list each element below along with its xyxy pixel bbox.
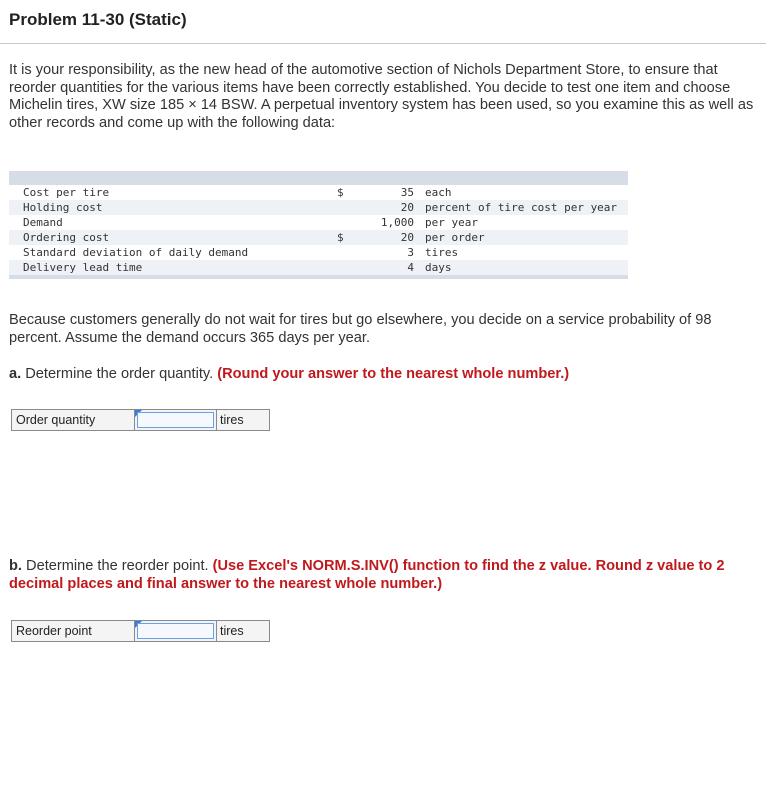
table-row: [9, 200, 628, 215]
row-unit: days: [425, 261, 452, 274]
row-dollar: $: [337, 231, 344, 244]
row-label: Holding cost: [23, 201, 103, 214]
table-footer-band: [9, 275, 628, 279]
reorder-point-label: Reorder point: [11, 620, 135, 642]
row-unit: per order: [425, 231, 485, 244]
intro-paragraph: It is your responsibility, as the new head of the automotive section of Nichols Department Store, to ensure that reorder quantities for the various items have been correctly established. You decide to test one item and choose Michelin tires, XW size 185 × 14 BSW. A perpetual inventory system has been used, so you examine this as well as other records and come up with the following data:: [9, 62, 754, 131]
row-value: 4: [407, 261, 414, 274]
data-table: [9, 171, 628, 279]
title-divider: [0, 43, 766, 44]
question-b-text: Determine the reorder point.: [26, 558, 209, 574]
question-b-instruction: (Use Excel's NORM.S.INV() function to find the z value. Round z value to 2 decimal places and final answer to the nearest whole number.): [9, 558, 725, 592]
question-a-text: Determine the order quantity.: [25, 366, 214, 382]
table-row: [9, 245, 628, 260]
service-paragraph: Because customers generally do not wait for tires but go elsewhere, you decide on a service probability of 98 percent. Assume the demand occurs 365 days per year.: [9, 312, 712, 346]
row-unit: per year: [425, 216, 478, 229]
row-label: Standard deviation of daily demand: [23, 246, 249, 259]
order-quantity-field[interactable]: [137, 412, 214, 428]
reorder-point-input[interactable]: [135, 620, 217, 642]
order-quantity-row: [11, 409, 270, 431]
row-unit: each: [425, 186, 452, 199]
table-row: [9, 185, 628, 200]
table-row: [9, 260, 628, 275]
order-quantity-input[interactable]: [135, 409, 217, 431]
row-value: 1,000: [380, 216, 414, 229]
question-b-letter: b.: [9, 558, 22, 574]
table-row: [9, 230, 628, 245]
problem-title: Problem 11-30 (Static): [9, 10, 187, 29]
question-a: [9, 366, 757, 384]
question-a-instruction: (Round your answer to the nearest whole number.): [217, 366, 570, 382]
question-b: [9, 558, 757, 593]
reorder-point-field[interactable]: [137, 623, 214, 639]
question-a-letter: a.: [9, 366, 22, 382]
row-value: 35: [400, 186, 414, 199]
row-label: Delivery lead time: [23, 261, 143, 274]
row-label: Demand: [23, 216, 63, 229]
order-quantity-label: Order quantity: [11, 409, 135, 431]
row-label: Ordering cost: [23, 231, 110, 244]
row-unit: percent of tire cost per year: [425, 201, 618, 214]
order-quantity-unit: tires: [217, 409, 270, 431]
reorder-point-row: [11, 620, 270, 642]
row-unit: tires: [425, 246, 459, 259]
row-value: 20: [400, 201, 414, 214]
reorder-point-unit: tires: [217, 620, 270, 642]
table-row: [9, 215, 628, 230]
row-label: Cost per tire: [23, 186, 110, 199]
row-value: 20: [400, 231, 414, 244]
table-header-band: [9, 171, 628, 185]
row-value: 3: [407, 246, 414, 259]
row-dollar: $: [337, 186, 344, 199]
